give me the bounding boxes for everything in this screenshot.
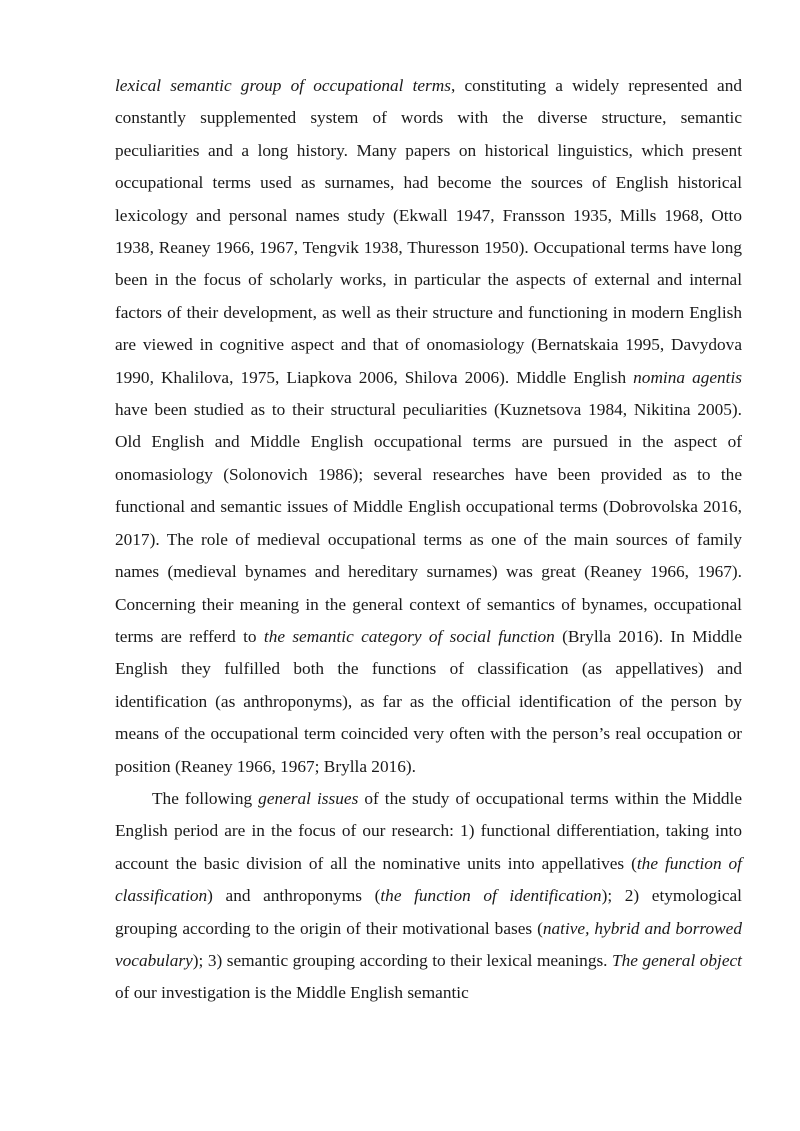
body-text: The following bbox=[152, 788, 259, 808]
italic-phrase: lexical semantic group of occupational terms bbox=[115, 76, 451, 95]
body-text: of our investigation is the Middle English semantic bbox=[115, 983, 469, 1003]
document-page bbox=[115, 70, 742, 1010]
italic-phrase: nomina agentis bbox=[633, 367, 742, 387]
italic-phrase: native, hybrid and borrowed vocabulary bbox=[115, 918, 742, 970]
italic-phrase: The general object bbox=[612, 950, 742, 970]
body-text: of the study of occupational terms within the Middle English period are in the focus of our research: 1) functional differentiation, taking into account the basic division of all the nominative units into appellatives ( bbox=[115, 788, 742, 873]
italic-phrase: the semantic category of social function bbox=[263, 626, 555, 646]
italic-phrase: general issues bbox=[258, 788, 359, 808]
body-text: have been studied as to their structural peculiarities (Kuznetsova 1984, Nikitina 2005). Old English and Middle English occupational terms are pursued in the aspect of onomasiology (Solonovich 1986); several researches have been provided as to the functional and semantic issues of Middle English occupational terms (Dobrovolska 2016, 2017). The role of medieval occupational terms as one of the main sources of family names (medieval bynames and hereditary surnames) was great (Reaney 1966, 1967). Concerning their meaning in the general context of semantics of bynames, occupational terms are refferd to bbox=[115, 400, 742, 646]
body-paragraph bbox=[115, 70, 742, 783]
italic-phrase: the function of classification bbox=[115, 853, 742, 906]
body-text: (Brylla 2016). In Middle English they fulfilled both the functions of classification (as appellatives) and identification (as anthroponyms), as far as the official identification of the person by means of the occupational term coincided very often with the person’s real occupation or position (Reaney 1966, 1967; Brylla 2016). bbox=[115, 626, 742, 776]
italic-phrase: the function of identification bbox=[380, 886, 602, 906]
body-text: , constituting a widely represented and constantly supplemented system of words with the diverse structure, semantic peculiarities and a long history. Many papers on historical linguistics, which present occupational terms used as surnames, had become the sources of English historical lexicology and personal names study (Ekwall 1947, Fransson 1935, Mills 1968, Otto 1938, Reaney 1966, 1967, Tengvik 1938, Thuresson 1950). Occupational terms have long been in the focus of scholarly works, in particular the aspects of external and internal factors of their development, as well as their structure and functioning in modern English are viewed in cognitive aspect and that of onomasiology (Bernatskaia 1995, Davydova 1990, Khalilova, 1975, Liapkova 2006, Shilova 2006). Middle English bbox=[115, 76, 743, 387]
body-text: ) and anthroponyms ( bbox=[207, 886, 381, 906]
body-paragraph bbox=[115, 783, 742, 1010]
body-text: ); 2) etymological grouping according to the origin of their motivational bases ( bbox=[115, 886, 742, 938]
body-text: ); 3) semantic grouping according to their lexical meanings. bbox=[192, 950, 613, 970]
